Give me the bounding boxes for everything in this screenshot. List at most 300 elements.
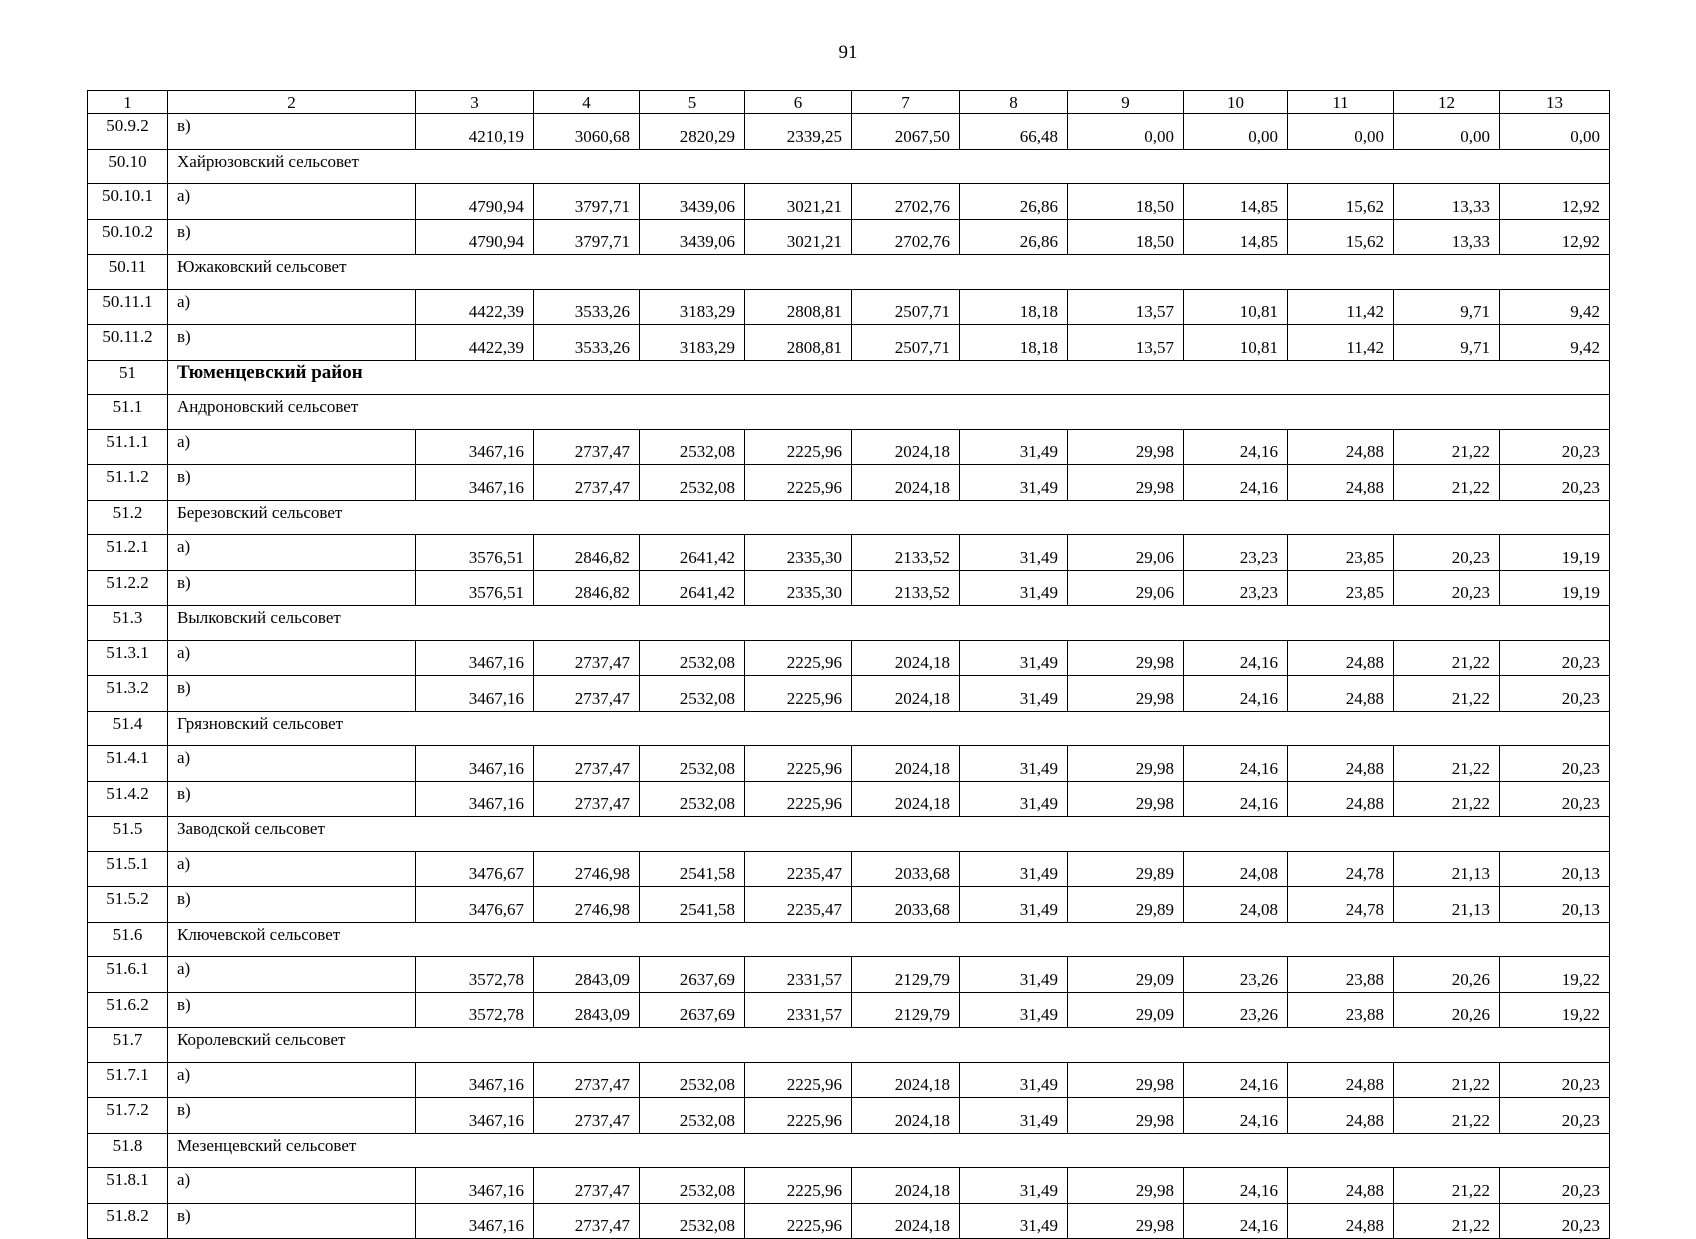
value-cell: 26,86 [960, 184, 1068, 220]
value-cell: 2637,69 [640, 957, 745, 993]
section-header-row [88, 711, 1610, 746]
value-cell: 20,23 [1500, 640, 1610, 676]
value-cell: 24,16 [1184, 746, 1288, 782]
value-cell: 3467,16 [416, 746, 534, 782]
value-cell: 20,23 [1394, 535, 1500, 571]
value-cell: 20,13 [1500, 851, 1610, 887]
value-cell: 2532,08 [640, 746, 745, 782]
section-header-row [88, 1133, 1610, 1168]
row-variant: в) [168, 887, 416, 923]
value-cell: 31,49 [960, 1168, 1068, 1204]
table-row [88, 746, 1610, 782]
row-code: 51.5.1 [88, 851, 168, 887]
value-cell: 2225,96 [745, 429, 852, 465]
row-code: 51.4 [88, 711, 168, 746]
table-row [88, 1203, 1610, 1239]
row-variant: в) [168, 1203, 416, 1239]
value-cell: 2024,18 [852, 781, 960, 817]
row-code: 51.8.2 [88, 1203, 168, 1239]
page-number: 91 [838, 42, 858, 63]
value-cell: 31,49 [960, 676, 1068, 712]
row-code: 51.3 [88, 606, 168, 641]
value-cell: 2737,47 [534, 746, 640, 782]
value-cell: 20,23 [1500, 1098, 1610, 1134]
value-cell: 3060,68 [534, 114, 640, 150]
value-cell: 3533,26 [534, 325, 640, 361]
value-cell: 3467,16 [416, 429, 534, 465]
value-cell: 29,98 [1068, 676, 1184, 712]
value-cell: 4790,94 [416, 184, 534, 220]
value-cell: 3439,06 [640, 184, 745, 220]
row-title: Андроновский сельсовет [168, 395, 1610, 430]
value-cell: 19,22 [1500, 957, 1610, 993]
value-cell: 24,78 [1288, 851, 1394, 887]
value-cell: 21,22 [1394, 1062, 1500, 1098]
value-cell: 2737,47 [534, 1203, 640, 1239]
value-cell: 24,88 [1288, 1168, 1394, 1204]
value-cell: 24,08 [1184, 887, 1288, 923]
value-cell: 2024,18 [852, 465, 960, 501]
table-row [88, 1062, 1610, 1098]
row-code: 50.10 [88, 149, 168, 184]
row-code: 51.3.2 [88, 676, 168, 712]
value-cell: 29,98 [1068, 1203, 1184, 1239]
value-cell: 2225,96 [745, 640, 852, 676]
value-cell: 21,22 [1394, 1168, 1500, 1204]
value-cell: 29,09 [1068, 992, 1184, 1028]
value-cell: 11,42 [1288, 325, 1394, 361]
value-cell: 14,85 [1184, 184, 1288, 220]
value-cell: 4422,39 [416, 289, 534, 325]
table-row [88, 289, 1610, 325]
value-cell: 20,23 [1500, 1203, 1610, 1239]
row-title: Грязновский сельсовет [168, 711, 1610, 746]
table-row [88, 781, 1610, 817]
value-cell: 29,98 [1068, 465, 1184, 501]
value-cell: 31,49 [960, 887, 1068, 923]
value-cell: 24,88 [1288, 746, 1394, 782]
value-cell: 2235,47 [745, 851, 852, 887]
value-cell: 2225,96 [745, 781, 852, 817]
value-cell: 11,42 [1288, 289, 1394, 325]
value-cell: 29,98 [1068, 1062, 1184, 1098]
value-cell: 24,88 [1288, 429, 1394, 465]
column-number-cell: 13 [1500, 91, 1610, 114]
value-cell: 66,48 [960, 114, 1068, 150]
value-cell: 20,23 [1500, 1062, 1610, 1098]
column-number-cell: 7 [852, 91, 960, 114]
row-title: Хайрюзовский сельсовет [168, 149, 1610, 184]
value-cell: 3572,78 [416, 957, 534, 993]
row-variant: в) [168, 676, 416, 712]
value-cell: 3467,16 [416, 676, 534, 712]
value-cell: 29,98 [1068, 1168, 1184, 1204]
value-cell: 21,22 [1394, 676, 1500, 712]
row-code: 51.2.1 [88, 535, 168, 571]
row-variant: а) [168, 535, 416, 571]
row-code: 51.2 [88, 500, 168, 535]
table-row [88, 851, 1610, 887]
value-cell: 24,16 [1184, 676, 1288, 712]
column-number-cell: 4 [534, 91, 640, 114]
column-number-cell: 10 [1184, 91, 1288, 114]
table-row [88, 325, 1610, 361]
table-row [88, 184, 1610, 220]
value-cell: 15,62 [1288, 219, 1394, 255]
value-cell: 2129,79 [852, 957, 960, 993]
value-cell: 24,88 [1288, 781, 1394, 817]
value-cell: 3467,16 [416, 465, 534, 501]
column-number-cell: 5 [640, 91, 745, 114]
row-variant: в) [168, 219, 416, 255]
row-code: 51.4.2 [88, 781, 168, 817]
row-code: 51.1.1 [88, 429, 168, 465]
value-cell: 23,23 [1184, 535, 1288, 571]
value-cell: 2532,08 [640, 429, 745, 465]
value-cell: 21,22 [1394, 1203, 1500, 1239]
value-cell: 2225,96 [745, 1203, 852, 1239]
value-cell: 31,49 [960, 746, 1068, 782]
value-cell: 2331,57 [745, 957, 852, 993]
column-number-cell: 11 [1288, 91, 1394, 114]
table-row [88, 570, 1610, 606]
table-row [88, 114, 1610, 150]
value-cell: 18,18 [960, 325, 1068, 361]
value-cell: 2024,18 [852, 676, 960, 712]
value-cell: 29,06 [1068, 570, 1184, 606]
value-cell: 2843,09 [534, 957, 640, 993]
value-cell: 2225,96 [745, 1062, 852, 1098]
value-cell: 26,86 [960, 219, 1068, 255]
row-variant: а) [168, 289, 416, 325]
value-cell: 2808,81 [745, 325, 852, 361]
value-cell: 31,49 [960, 1203, 1068, 1239]
value-cell: 12,92 [1500, 219, 1610, 255]
value-cell: 21,22 [1394, 640, 1500, 676]
value-cell: 29,98 [1068, 746, 1184, 782]
value-cell: 20,23 [1500, 746, 1610, 782]
value-cell: 3467,16 [416, 1203, 534, 1239]
value-cell: 2641,42 [640, 570, 745, 606]
section-header-row [88, 922, 1610, 957]
row-variant: а) [168, 746, 416, 782]
row-title: Заводской сельсовет [168, 817, 1610, 852]
value-cell: 23,23 [1184, 570, 1288, 606]
row-variant: а) [168, 1168, 416, 1204]
value-cell: 31,49 [960, 781, 1068, 817]
value-cell: 2737,47 [534, 465, 640, 501]
table-row [88, 957, 1610, 993]
value-cell: 2737,47 [534, 676, 640, 712]
value-cell: 31,49 [960, 640, 1068, 676]
value-cell: 29,89 [1068, 851, 1184, 887]
value-cell: 2637,69 [640, 992, 745, 1028]
row-code: 51.2.2 [88, 570, 168, 606]
tariff-table [87, 90, 1610, 1239]
section-header-row [88, 255, 1610, 290]
value-cell: 2532,08 [640, 465, 745, 501]
value-cell: 12,92 [1500, 184, 1610, 220]
value-cell: 31,49 [960, 429, 1068, 465]
value-cell: 24,08 [1184, 851, 1288, 887]
value-cell: 18,18 [960, 289, 1068, 325]
value-cell: 3797,71 [534, 184, 640, 220]
table-row [88, 992, 1610, 1028]
row-variant: а) [168, 1062, 416, 1098]
value-cell: 31,49 [960, 851, 1068, 887]
value-cell: 0,00 [1288, 114, 1394, 150]
section-header-row [88, 1028, 1610, 1063]
value-cell: 2024,18 [852, 1098, 960, 1134]
value-cell: 24,16 [1184, 1098, 1288, 1134]
value-cell: 31,49 [960, 535, 1068, 571]
row-code: 51.3.1 [88, 640, 168, 676]
value-cell: 24,16 [1184, 1168, 1288, 1204]
value-cell: 2702,76 [852, 184, 960, 220]
value-cell: 2225,96 [745, 1098, 852, 1134]
value-cell: 2225,96 [745, 1168, 852, 1204]
value-cell: 13,57 [1068, 325, 1184, 361]
row-code: 51 [88, 360, 168, 395]
value-cell: 24,16 [1184, 781, 1288, 817]
value-cell: 3476,67 [416, 851, 534, 887]
value-cell: 21,22 [1394, 465, 1500, 501]
value-cell: 10,81 [1184, 325, 1288, 361]
value-cell: 20,23 [1500, 1168, 1610, 1204]
value-cell: 3572,78 [416, 992, 534, 1028]
value-cell: 2820,29 [640, 114, 745, 150]
value-cell: 24,88 [1288, 640, 1394, 676]
row-title: Королевский сельсовет [168, 1028, 1610, 1063]
value-cell: 3467,16 [416, 1168, 534, 1204]
value-cell: 2067,50 [852, 114, 960, 150]
table-body [88, 91, 1610, 1239]
district-header-row [88, 360, 1610, 395]
value-cell: 3183,29 [640, 289, 745, 325]
value-cell: 2024,18 [852, 640, 960, 676]
value-cell: 31,49 [960, 570, 1068, 606]
value-cell: 2846,82 [534, 535, 640, 571]
value-cell: 2225,96 [745, 465, 852, 501]
row-title: Мезенцевский сельсовет [168, 1133, 1610, 1168]
row-code: 50.10.1 [88, 184, 168, 220]
value-cell: 2033,68 [852, 887, 960, 923]
row-variant: в) [168, 114, 416, 150]
value-cell: 24,16 [1184, 429, 1288, 465]
row-code: 51.6.2 [88, 992, 168, 1028]
row-variant: а) [168, 184, 416, 220]
row-code: 51.7.1 [88, 1062, 168, 1098]
column-number-cell: 6 [745, 91, 852, 114]
row-title: Тюменцевский район [168, 360, 1610, 395]
value-cell: 31,49 [960, 992, 1068, 1028]
table-row [88, 535, 1610, 571]
value-cell: 24,88 [1288, 1203, 1394, 1239]
value-cell: 0,00 [1394, 114, 1500, 150]
value-cell: 2532,08 [640, 640, 745, 676]
value-cell: 29,98 [1068, 640, 1184, 676]
value-cell: 19,19 [1500, 570, 1610, 606]
value-cell: 3467,16 [416, 640, 534, 676]
value-cell: 2024,18 [852, 1062, 960, 1098]
value-cell: 2133,52 [852, 570, 960, 606]
row-code: 51.7 [88, 1028, 168, 1063]
value-cell: 4790,94 [416, 219, 534, 255]
value-cell: 29,09 [1068, 957, 1184, 993]
value-cell: 23,26 [1184, 957, 1288, 993]
value-cell: 2225,96 [745, 746, 852, 782]
section-header-row [88, 500, 1610, 535]
value-cell: 2532,08 [640, 676, 745, 712]
value-cell: 2746,98 [534, 851, 640, 887]
value-cell: 2702,76 [852, 219, 960, 255]
value-cell: 24,88 [1288, 1062, 1394, 1098]
value-cell: 21,22 [1394, 746, 1500, 782]
row-variant: а) [168, 640, 416, 676]
value-cell: 3476,67 [416, 887, 534, 923]
row-code: 51.6 [88, 922, 168, 957]
value-cell: 19,22 [1500, 992, 1610, 1028]
row-code: 51.1 [88, 395, 168, 430]
value-cell: 23,88 [1288, 957, 1394, 993]
value-cell: 29,98 [1068, 781, 1184, 817]
value-cell: 29,98 [1068, 1098, 1184, 1134]
value-cell: 2532,08 [640, 781, 745, 817]
row-title: Вылковский сельсовет [168, 606, 1610, 641]
value-cell: 2541,58 [640, 851, 745, 887]
table-row [88, 640, 1610, 676]
section-header-row [88, 149, 1610, 184]
value-cell: 29,89 [1068, 887, 1184, 923]
table-row [88, 429, 1610, 465]
value-cell: 2737,47 [534, 1098, 640, 1134]
value-cell: 3439,06 [640, 219, 745, 255]
value-cell: 2641,42 [640, 535, 745, 571]
column-number-row [88, 91, 1610, 114]
value-cell: 4210,19 [416, 114, 534, 150]
value-cell: 9,42 [1500, 325, 1610, 361]
row-variant: в) [168, 325, 416, 361]
row-code: 51.1.2 [88, 465, 168, 501]
value-cell: 2331,57 [745, 992, 852, 1028]
row-code: 50.11.2 [88, 325, 168, 361]
row-code: 50.11 [88, 255, 168, 290]
value-cell: 2846,82 [534, 570, 640, 606]
column-number-cell: 9 [1068, 91, 1184, 114]
value-cell: 2339,25 [745, 114, 852, 150]
row-code: 50.11.1 [88, 289, 168, 325]
value-cell: 31,49 [960, 465, 1068, 501]
value-cell: 4422,39 [416, 325, 534, 361]
row-variant: в) [168, 781, 416, 817]
value-cell: 0,00 [1184, 114, 1288, 150]
value-cell: 2737,47 [534, 640, 640, 676]
value-cell: 31,49 [960, 1098, 1068, 1134]
row-code: 51.7.2 [88, 1098, 168, 1134]
value-cell: 2746,98 [534, 887, 640, 923]
row-code: 51.5.2 [88, 887, 168, 923]
value-cell: 10,81 [1184, 289, 1288, 325]
value-cell: 2737,47 [534, 1062, 640, 1098]
value-cell: 3467,16 [416, 781, 534, 817]
row-code: 50.9.2 [88, 114, 168, 150]
value-cell: 2808,81 [745, 289, 852, 325]
row-code: 51.8.1 [88, 1168, 168, 1204]
value-cell: 3576,51 [416, 535, 534, 571]
value-cell: 20,23 [1500, 465, 1610, 501]
table-row [88, 676, 1610, 712]
row-code: 51.4.1 [88, 746, 168, 782]
value-cell: 24,16 [1184, 1062, 1288, 1098]
value-cell: 0,00 [1500, 114, 1610, 150]
value-cell: 2024,18 [852, 1203, 960, 1239]
value-cell: 2335,30 [745, 535, 852, 571]
value-cell: 2235,47 [745, 887, 852, 923]
value-cell: 3021,21 [745, 219, 852, 255]
value-cell: 31,49 [960, 1062, 1068, 1098]
value-cell: 24,88 [1288, 676, 1394, 712]
value-cell: 9,71 [1394, 289, 1500, 325]
row-title: Ключевской сельсовет [168, 922, 1610, 957]
table-row [88, 219, 1610, 255]
value-cell: 29,98 [1068, 429, 1184, 465]
value-cell: 31,49 [960, 957, 1068, 993]
section-header-row [88, 817, 1610, 852]
row-code: 51.5 [88, 817, 168, 852]
value-cell: 21,13 [1394, 851, 1500, 887]
value-cell: 2033,68 [852, 851, 960, 887]
column-number-cell: 8 [960, 91, 1068, 114]
row-title: Березовский сельсовет [168, 500, 1610, 535]
value-cell: 2507,71 [852, 289, 960, 325]
value-cell: 23,85 [1288, 570, 1394, 606]
value-cell: 9,42 [1500, 289, 1610, 325]
value-cell: 20,23 [1500, 429, 1610, 465]
value-cell: 2024,18 [852, 1168, 960, 1204]
value-cell: 14,85 [1184, 219, 1288, 255]
table-row [88, 1168, 1610, 1204]
value-cell: 2024,18 [852, 746, 960, 782]
value-cell: 24,16 [1184, 640, 1288, 676]
value-cell: 20,26 [1394, 992, 1500, 1028]
value-cell: 21,13 [1394, 887, 1500, 923]
row-variant: в) [168, 1098, 416, 1134]
value-cell: 15,62 [1288, 184, 1394, 220]
value-cell: 24,78 [1288, 887, 1394, 923]
value-cell: 3797,71 [534, 219, 640, 255]
row-variant: в) [168, 465, 416, 501]
value-cell: 3533,26 [534, 289, 640, 325]
value-cell: 24,16 [1184, 465, 1288, 501]
column-number-cell: 3 [416, 91, 534, 114]
value-cell: 2843,09 [534, 992, 640, 1028]
column-number-cell: 2 [168, 91, 416, 114]
value-cell: 20,23 [1500, 676, 1610, 712]
value-cell: 3576,51 [416, 570, 534, 606]
value-cell: 2532,08 [640, 1203, 745, 1239]
value-cell: 23,85 [1288, 535, 1394, 571]
value-cell: 21,22 [1394, 1098, 1500, 1134]
value-cell: 2335,30 [745, 570, 852, 606]
value-cell: 13,57 [1068, 289, 1184, 325]
value-cell: 2129,79 [852, 992, 960, 1028]
value-cell: 24,88 [1288, 1098, 1394, 1134]
value-cell: 24,16 [1184, 1203, 1288, 1239]
row-code: 50.10.2 [88, 219, 168, 255]
value-cell: 2541,58 [640, 887, 745, 923]
column-number-cell: 1 [88, 91, 168, 114]
table-row [88, 465, 1610, 501]
